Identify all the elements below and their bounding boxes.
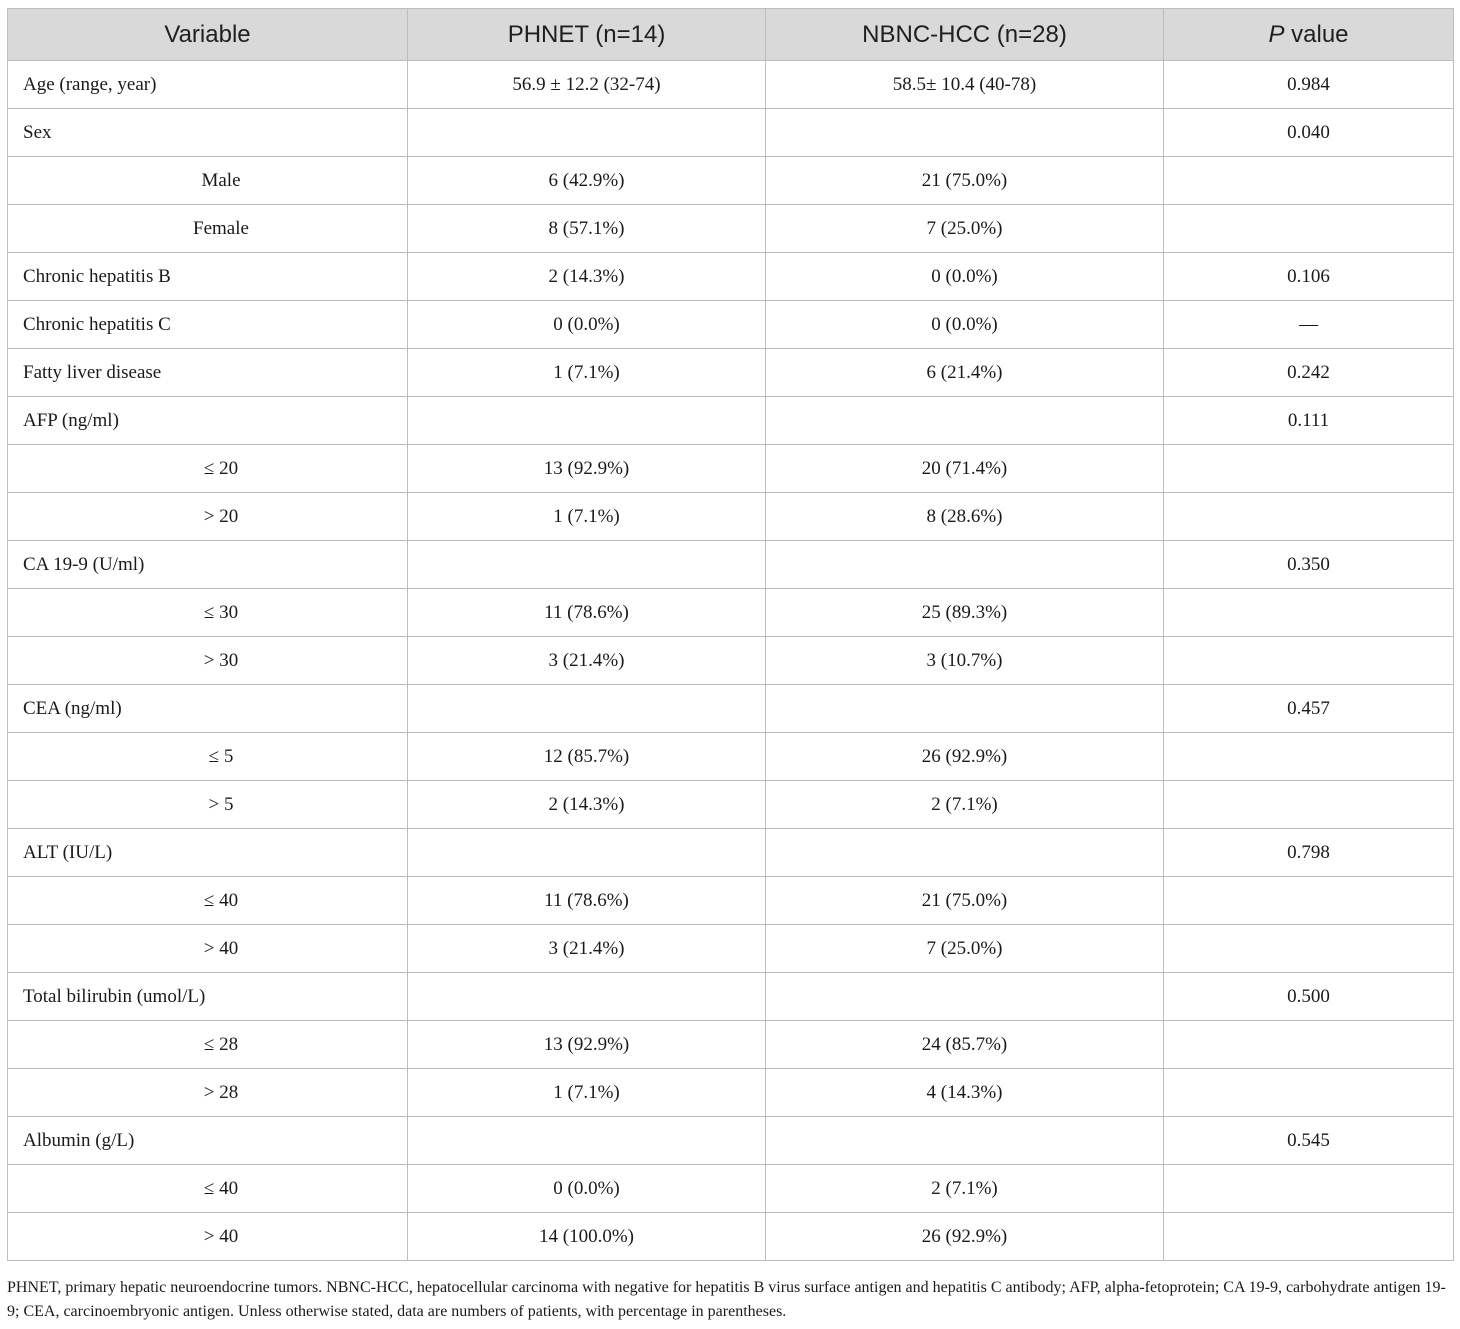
phnet-cell: 0 (0.0%) [408,1165,766,1213]
variable-cell: Albumin (g/L) [8,1117,408,1165]
subcategory-cell [8,877,408,925]
phnet-cell [408,1117,766,1165]
phnet-cell [408,397,766,445]
table-row [8,781,1454,829]
phnet-cell [408,685,766,733]
phnet-cell: 3 (21.4%) [408,925,766,973]
table-row [8,493,1454,541]
nbnc-hcc-cell: 0 (0.0%) [766,253,1164,301]
header-nbnc-hcc: NBNC-HCC (n=28) [766,9,1164,61]
nbnc-hcc-cell: 8 (28.6%) [766,493,1164,541]
subcategory-cell [8,1213,408,1261]
phnet-cell [408,973,766,1021]
table-row [8,1069,1454,1117]
p-value-cell: 0.500 [1164,973,1454,1021]
subcategory-label: ≤ 28 [203,1033,239,1055]
p-value-cell: 0.242 [1164,349,1454,397]
table-row [8,829,1454,877]
subcategory-cell [8,925,408,973]
phnet-cell: 2 (14.3%) [408,781,766,829]
nbnc-hcc-cell: 26 (92.9%) [766,1213,1164,1261]
p-value-cell [1164,157,1454,205]
subcategory-label: ≤ 40 [203,889,239,911]
clinical-characteristics-table [7,8,1454,1261]
phnet-cell: 14 (100.0%) [408,1213,766,1261]
phnet-cell: 12 (85.7%) [408,733,766,781]
p-value-cell [1164,1069,1454,1117]
nbnc-hcc-cell [766,397,1164,445]
nbnc-hcc-cell [766,973,1164,1021]
p-value-cell [1164,445,1454,493]
variable-cell: Chronic hepatitis B [8,253,408,301]
phnet-cell: 1 (7.1%) [408,493,766,541]
phnet-cell [408,109,766,157]
header-phnet: PHNET (n=14) [408,9,766,61]
subcategory-label: > 28 [203,1081,239,1103]
phnet-cell: 11 (78.6%) [408,589,766,637]
p-value-cell [1164,205,1454,253]
variable-cell: Chronic hepatitis C [8,301,408,349]
p-value-cell [1164,1213,1454,1261]
nbnc-hcc-cell: 6 (21.4%) [766,349,1164,397]
header-variable: Variable [8,9,408,61]
nbnc-hcc-cell: 24 (85.7%) [766,1021,1164,1069]
variable-cell: Fatty liver disease [8,349,408,397]
table-row [8,925,1454,973]
table-row [8,349,1454,397]
subcategory-cell [8,205,408,253]
p-value-cell [1164,637,1454,685]
subcategory-label: Male [201,169,241,191]
data-table-container [7,8,1453,1261]
header-p-rest: value [1284,20,1349,48]
nbnc-hcc-cell [766,541,1164,589]
header-p-italic: P [1268,20,1285,48]
p-value-cell: 0.040 [1164,109,1454,157]
nbnc-hcc-cell [766,109,1164,157]
subcategory-label: > 30 [203,649,239,671]
phnet-cell: 3 (21.4%) [408,637,766,685]
nbnc-hcc-cell [766,685,1164,733]
subcategory-cell [8,445,408,493]
variable-cell: Age (range, year) [8,61,408,109]
phnet-cell: 8 (57.1%) [408,205,766,253]
nbnc-hcc-cell: 21 (75.0%) [766,877,1164,925]
nbnc-hcc-cell [766,1117,1164,1165]
phnet-cell: 13 (92.9%) [408,1021,766,1069]
phnet-cell: 1 (7.1%) [408,349,766,397]
subcategory-label: > 40 [203,937,239,959]
subcategory-label: > 5 [208,793,234,815]
variable-cell: Sex [8,109,408,157]
nbnc-hcc-cell: 3 (10.7%) [766,637,1164,685]
table-row [8,397,1454,445]
p-value-cell: — [1164,301,1454,349]
variable-cell: ALT (IU/L) [8,829,408,877]
nbnc-hcc-cell: 0 (0.0%) [766,301,1164,349]
table-row [8,445,1454,493]
subcategory-cell [8,589,408,637]
table-row [8,589,1454,637]
p-value-cell [1164,493,1454,541]
p-value-cell [1164,925,1454,973]
nbnc-hcc-cell: 26 (92.9%) [766,733,1164,781]
subcategory-label: ≤ 20 [203,457,239,479]
p-value-cell: 0.350 [1164,541,1454,589]
nbnc-hcc-cell [766,829,1164,877]
table-row [8,685,1454,733]
p-value-cell: 0.111 [1164,397,1454,445]
nbnc-hcc-cell: 7 (25.0%) [766,205,1164,253]
phnet-cell: 11 (78.6%) [408,877,766,925]
nbnc-hcc-cell: 20 (71.4%) [766,445,1164,493]
subcategory-cell [8,1165,408,1213]
phnet-cell [408,541,766,589]
subcategory-cell [8,637,408,685]
phnet-cell [408,829,766,877]
p-value-cell [1164,1165,1454,1213]
variable-cell: CEA (ng/ml) [8,685,408,733]
nbnc-hcc-cell: 2 (7.1%) [766,1165,1164,1213]
p-value-cell: 0.984 [1164,61,1454,109]
nbnc-hcc-cell: 4 (14.3%) [766,1069,1164,1117]
table-row [8,301,1454,349]
nbnc-hcc-cell: 58.5± 10.4 (40-78) [766,61,1164,109]
phnet-cell: 13 (92.9%) [408,445,766,493]
nbnc-hcc-cell: 25 (89.3%) [766,589,1164,637]
phnet-cell: 6 (42.9%) [408,157,766,205]
phnet-cell: 0 (0.0%) [408,301,766,349]
subcategory-cell [8,1069,408,1117]
p-value-cell [1164,877,1454,925]
subcategory-label: ≤ 40 [203,1177,239,1199]
subcategory-cell [8,781,408,829]
subcategory-label: > 20 [203,505,239,527]
p-value-cell: 0.106 [1164,253,1454,301]
subcategory-cell [8,733,408,781]
header-row [8,9,1454,61]
table-body [8,61,1454,1261]
phnet-cell: 56.9 ± 12.2 (32-74) [408,61,766,109]
table-row [8,733,1454,781]
table-row [8,637,1454,685]
subcategory-cell [8,157,408,205]
p-value-cell [1164,733,1454,781]
p-value-cell [1164,781,1454,829]
subcategory-label: ≤ 5 [208,745,234,767]
p-value-cell [1164,1021,1454,1069]
table-row [8,1117,1454,1165]
table-row [8,61,1454,109]
table-footnote: PHNET, primary hepatic neuroendocrine tumors. NBNC-HCC, hepatocellular carcinoma with negative for hepatitis B virus surface antigen and hepatitis C antibody; AFP, alpha-fetoprotein; CA 19-9, carbohydrate antigen 19-9; CEA, carcinoembryonic antigen. Unless otherwise stated, data are numbers of patients, with percentage in parentheses. [7,1279,1446,1320]
p-value-cell: 0.798 [1164,829,1454,877]
table-row [8,1165,1454,1213]
table-row [8,205,1454,253]
subcategory-label: Female [193,217,249,239]
subcategory-cell [8,493,408,541]
subcategory-cell [8,1021,408,1069]
table-header [8,9,1454,61]
p-value-cell: 0.457 [1164,685,1454,733]
header-p-value [1164,9,1454,61]
table-row [8,973,1454,1021]
variable-cell: CA 19-9 (U/ml) [8,541,408,589]
variable-cell: Total bilirubin (umol/L) [8,973,408,1021]
p-value-cell: 0.545 [1164,1117,1454,1165]
nbnc-hcc-cell: 21 (75.0%) [766,157,1164,205]
p-value-cell [1164,589,1454,637]
table-row [8,541,1454,589]
table-row [8,157,1454,205]
subcategory-label: > 40 [203,1225,239,1247]
table-row [8,1021,1454,1069]
phnet-cell: 1 (7.1%) [408,1069,766,1117]
variable-cell: AFP (ng/ml) [8,397,408,445]
table-row [8,1213,1454,1261]
nbnc-hcc-cell: 2 (7.1%) [766,781,1164,829]
table-row [8,877,1454,925]
subcategory-label: ≤ 30 [203,601,239,623]
phnet-cell: 2 (14.3%) [408,253,766,301]
table-row [8,109,1454,157]
table-row [8,253,1454,301]
nbnc-hcc-cell: 7 (25.0%) [766,925,1164,973]
